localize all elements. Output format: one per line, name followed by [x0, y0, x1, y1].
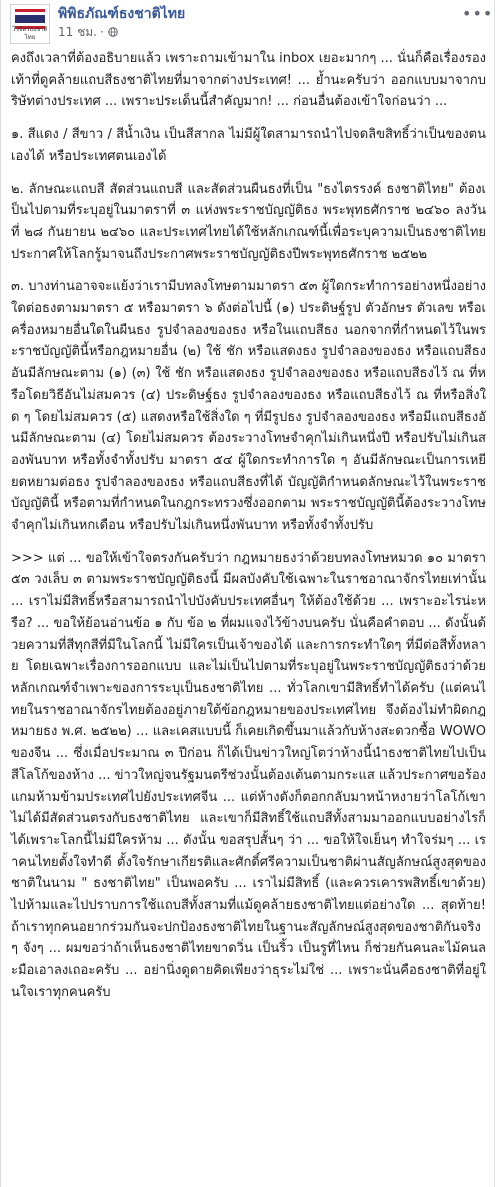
post-paragraph: ๑. สีแดง / สีขาว / สีน้ำเงิน เป็นสีสากล ไม่มีผู้ใดสามารถนำไปจดลิขสิทธิ์ว่าเป็นของตนเองได้ หรือประเทศตนเองได้	[11, 127, 486, 164]
avatar-caption: ไวจิตรธงชาติไทย	[12, 26, 48, 41]
page-name-link[interactable]: พิพิธภัณฑ์ธงชาติไทย	[58, 6, 186, 22]
post-body	[11, 48, 486, 1015]
meta-separator: ·	[99, 25, 104, 39]
post-paragraph: >>> แต่ ... ขอให้เข้าใจตรงกันครับว่า กฎหมายธงว่าด้วยบทลงโทษหมวด ๑๐ มาตรา ๕๓ วงเล็บ ๓ ตามพระราชบัญญัติธงนี้ มีผลบังคับใช้เฉพาะในราชอาณาจักรไทยเท่านั้น ... เราไม่มีสิทธิ์หรือสามารถนำไปบังคับประเทศอื่นๆ ให้ต้องใช้ด้วย ... เพราะอะไรน่ะหรือ? ... ขอให้ย้อนอ่านข้อ ๑ กับ ข้อ ๒ ที่ผมแจงไว้ข้างบนครับ นั่นคือคำตอบ ... ดังนั้นด้วยความที่สีทุกสีที่มีในโลกนี้ ไม่มีใครเป็นเจ้าของได้ และการกระทำใดๆ ที่มีต่อสีทั้งหลาย โดยเฉพาะเรื่องการออกแบบ และไม่เป็นไปตามที่ระบุอยู่ในพระราชบัญญัติธงว่าด้วยหลักเกณฑ์จำเพาะของการระบุเป็นธงชาติไทย ... ทั่วโลกเขามีสิทธิ์ทำได้ครับ (แต่คนไทยในราชอาณาจักรไทยต้องอยู่ภายใต้ข้อกฎหมายของประเทศไทย จึงต้องไม่ทำผิดกฎหมายธง พ.ศ. ๒๕๒๒) ... และเคสแบบนี้ ก็เคยเกิดขึ้นมาแล้วกับห้างสะดวกซื้อ WOWO ของจีน ... ซึ่งเมื่อประมาณ ๓ ปีก่อน ก็ได้เป็นข่าวใหญ่โตว่าห้างนี้นำธงชาติไทยไปเป็นสีโลโก้ของห้าง ... ข่าวใหญ่จนรัฐมนตรีช่วงนั้นต้องเต้นตามกระแส แล้วประกาศขอร้องแกมห้ามข้ามประเทศไปยังประเทศจีน ... แต่ห้างดังก็ตอกกลับมาหน้าหงายว่าโลโก้เขาไม่ได้มีสัดส่วนตรงกับธงชาติไทย และเขาก็มีสิทธิ์ใช้แถบสีทั้งสามมาออกแบบอย่างไรก็ได้เพราะโลกนี้ไม่มีใครห้าม ... ดังนั้น ขอสรุปสั้นๆ ว่า ... ขอให้ใจเย็นๆ ทำใจร่มๆ ... เราคนไทยตั้งใจทำดี ตั้งใจรักษาเกียรติและศักดิ์ศรีความเป็นชาติผ่านสัญลักษณ์สูงสุดของชาติในนาม " ธงชาติไทย" เป็นพอครับ ... เราไม่มีสิทธิ์ (และควรเคารพสิทธิ์เขาด้วย) ไปห้ามและไปปราบการใช้แถบสีทั้งสามที่แม้ดูคล้ายธงชาติไทยแต่อย่างใด ... สุดท้าย! ถ้าเราทุกคนอยากร่วมกันจะปกป้องธงชาติไทยในฐานะสัญลักษณ์สูงสุดของชาติกันจริงๆ จังๆ ... ผมขอว่าถ้าเห็นธงชาติไทยขาดวิ่น เป็นริ้ว เป็นรูที่ไหน ก็ช่วยกันคนละไม้คนละมือเอาลงเถอะครับ ... อย่านิ่งดูดายคิดเพียงว่าธุระไม่ใช่ ... เพราะนั่นคือธงชาติที่อยู่ในใจเราทุกคนครับ	[11, 550, 487, 1000]
more-options-icon[interactable]: •••	[462, 4, 494, 23]
post-meta	[58, 25, 118, 40]
post-paragraph: คงถึงเวลาที่ต้องอธิบายแล้ว เพราะถามเข้ามาใน inbox เยอะมากๆ ... นั่นก็คือเรื่องรองเท้าที่ดูคล้ายแถบสีธงชาติไทยที่มาจากต่างประเทศ! ... ย้ำนะครับว่า ออกแบบมาจากบริษัทต่างประเทศ ... เพราะประเด็นนี้สำคัญมาก! ... ก่อนอื่นต้องเข้าใจก่อนว่า ...	[11, 51, 486, 110]
post-paragraph: ๓. บางท่านอาจจะแย้งว่าเรามีบทลงโทษตามมาตรา ๕๓ ผู้ใดกระทำการอย่างหนึ่งอย่างใดต่อธงตามมาตรา ๕ หรือมาตรา ๖ ดังต่อไปนี้ (๑) ประดิษฐ์รูป ตัวอักษร ตัวเลข หรือเครื่องหมายอื่นใดในผืนธง รูปจำลองของธง หรือในแถบสีธง นอกจากที่กำหนดไว้ในพระราชบัญญัตินี้หรือกฎหมายอื่น (๒) ใช้ ชัก หรือแสดงธง รูปจำลองของธง หรือแถบสีธงอันมีลักษณะตาม (๑) (๓) ใช้ ชัก หรือแสดงธง รูปจำลองของธง หรือแถบสีธงไว้ ณ ที่หรือโดยวิธีอันไม่สมควร (๔) ประดิษฐ์ธง รูปจำลองของธง หรือแถบสีธงไว้ ณ ที่หรือสิ่งใด ๆ โดยไม่สมควร (๕) แสดงหรือใช้สิ่งใด ๆ ที่มีรูปธง รูปจำลองของธง หรือมีแถบสีธงอันมีลักษณะตาม (๔) โดยไม่สมควร ต้องระวางโทษจำคุกไม่เกินหนึ่งปี หรือปรับไม่เกินสองพันบาท หรือทั้งจำทั้งปรับ มาตรา ๕๔ ผู้ใดกระทำการใด ๆ อันมีลักษณะเป็นการเหยียดหยามต่อธง รูปจำลองของธง หรือแถบสีธงที่ได้ บัญญัติกำหนดลักษณะไว้ในพระราชบัญญัตินี้ หรือตามที่กำหนดในกฎกระทรวงซึ่งออกตาม พระราชบัญญัตินี้ต้องระวางโทษจำคุกไม่เกินหกเดือน หรือปรับไม่เกินหนึ่งพันบาท หรือทั้งจำทั้งปรับ	[11, 279, 486, 534]
avatar[interactable]	[10, 4, 50, 44]
post-header	[1, 0, 494, 46]
globe-icon[interactable]	[108, 27, 118, 37]
post-paragraph: ๒. ลักษณะแถบสี สัดส่วนแถบสี และสัดส่วนผืนธงที่เป็น "ธงไตรรงค์ ธงชาติไทย" ต้องเป็นไปตามที่ระบุอยู่ในมาตราที่ ๓ แห่งพระราชบัญญัติธง พระพุทธศักราช ๒๔๖๐ ลงวันที่ ๒๘ กันยายน ๒๔๖๐ และประเทศไทยได้ใช้หลักเกณฑ์นี้เพื่อระบุความเป็นธงชาติไทยประกาศให้โลกรู้มาจนถึงประกาศพระราชบัญญัติธงปีพระพุทธศักราช ๒๕๒๒	[11, 181, 486, 262]
post-timestamp[interactable]: 11 ชม.	[58, 25, 97, 39]
